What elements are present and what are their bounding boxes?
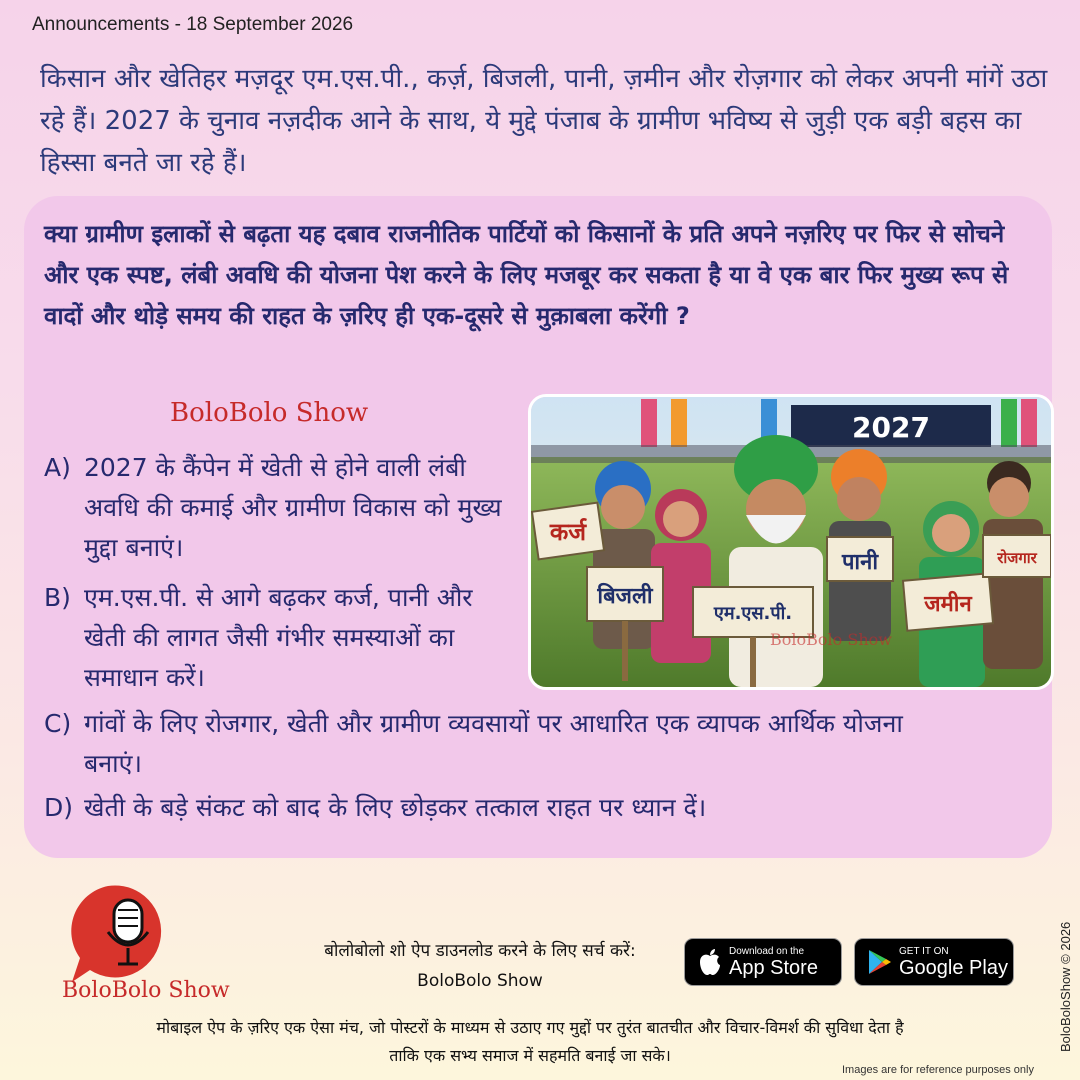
placard-pani <box>827 537 893 581</box>
google-play-icon <box>861 948 899 976</box>
farmers-illustration <box>531 397 1051 687</box>
microphone-icon <box>60 878 190 988</box>
footer-description-line1: मोबाइल ऐप के ज़रिए एक ऐसा मंच, जो पोस्टरों के माध्यम से उठाए गए मुद्दों पर तुरंत बातचीत और विचार-विमर्श की सुविधा देता है <box>156 1018 904 1037</box>
intro-paragraph: किसान और खेतिहर मज़दूर एम.एस.पी., कर्ज़, बिजली, पानी, ज़मीन और रोज़गार को लेकर अपनी मांगें उठा रहे हैं। 2027 के चुनाव नज़दीक आने के साथ, ये मुद्दे पंजाब के ग्रामीण भविष्य से जुड़ी एक बड़ी बहस का हिस्सा बनते जा रहे हैं। <box>40 64 1048 178</box>
logo-wordmark: BoloBolo Show <box>62 978 230 1003</box>
google-play-small-label: GET IT ON <box>899 945 949 957</box>
placard-text: रोजगार <box>997 549 1037 567</box>
option-text: 2027 के कैंपेन में खेती से होने वाली लंबी अवधि की कमाई और ग्रामीण विकास को मुख्य मुद्दा बनाएं। <box>84 453 502 562</box>
placard-text: पानी <box>841 550 879 575</box>
poll-question: क्या ग्रामीण इलाकों से बढ़ता यह दबाव राजनीतिक पार्टियों को किसानों के प्रति अपने नज़रिए पर फिर से सोचने और एक स्पष्ट, लंबी अवधि की योजना पेश करने के लिए मजबूर कर सकता है या वे एक बार फिर मुख्य रूप से वादों और थोड़े समय की राहत के ज़रिए ही एक-दूसरे से मुक़ाबला करेंगी ? <box>44 220 1009 330</box>
announcement-date: Announcements - 18 September 2026 <box>32 14 354 35</box>
google-play-button[interactable] <box>854 938 1014 986</box>
app-store-label: App Store <box>729 956 818 979</box>
app-store-small-label: Download on the <box>729 945 805 957</box>
option-letter: D) <box>44 793 74 822</box>
download-hint-text: बोलोबोलो शो ऐप डाउनलोड करने के लिए सर्च करें: <box>324 941 636 961</box>
person-center-elder <box>729 435 823 687</box>
apple-icon <box>691 947 729 977</box>
placard-text: जमीन <box>924 592 972 617</box>
year-banner: 2027 <box>852 411 930 444</box>
option-letter: B) <box>44 583 71 612</box>
option-text: खेती के बड़े संकट को बाद के लिए छोड़कर तत्काल राहत पर ध्यान दें। <box>84 793 707 822</box>
placard-karj <box>532 503 604 560</box>
option-text: गांवों के लिए रोजगार, खेती और ग्रामीण व्यवसायों पर आधारित एक व्यापक आर्थिक योजना बनाएं। <box>84 709 903 778</box>
placard-text: कर्ज <box>549 518 587 546</box>
placard-text: एम.एस.पी. <box>713 603 793 624</box>
image-disclaimer: Images are for reference purposes only <box>842 1064 1034 1076</box>
placard-rojgar <box>983 535 1051 577</box>
option-letter: A) <box>44 453 71 482</box>
app-store-button[interactable] <box>684 938 842 986</box>
image-watermark: BoloBolo Show <box>770 630 892 649</box>
placard-jamin <box>903 573 993 630</box>
option-text: एम.एस.पी. से आगे बढ़कर कर्ज, पानी और खेती की लागत जैसी गंभीर समस्याओं का समाधान करें। <box>84 583 473 692</box>
download-search-term: BoloBolo Show <box>417 971 543 991</box>
copyright-vertical: BoloBoloShow © 2026 <box>1058 921 1073 1052</box>
option-letter: C) <box>44 709 72 738</box>
option-d[interactable] <box>44 788 944 828</box>
brand-wordmark: BoloBolo Show <box>170 398 369 428</box>
download-hint <box>280 936 680 996</box>
footer-description-line2: ताकि एक सभ्य समाज में सहमति बनाई जा सके। <box>389 1046 671 1065</box>
farmers-protest-image <box>528 394 1054 690</box>
placard-text: बिजली <box>597 584 653 609</box>
google-play-label: Google Play <box>899 956 1008 979</box>
option-b[interactable] <box>44 578 514 698</box>
footer-description <box>20 1014 1040 1070</box>
option-c[interactable] <box>44 704 944 784</box>
option-a[interactable] <box>44 448 504 568</box>
